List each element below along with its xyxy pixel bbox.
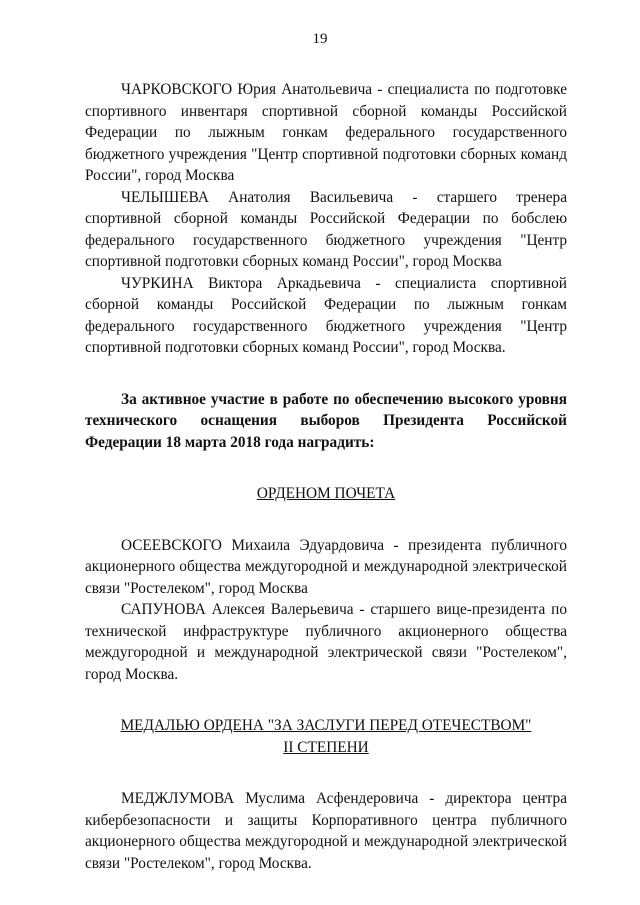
award-recipient-paragraph: ЧЕЛЫШЕВА Анатолия Васильевича - старшего тренера спортивной сборной команды Российской Федерации по бобслею федерального государственного бюджетного учреждения "Центр спортивной подготовки сборных команд России", город Москва [85, 188, 567, 270]
award-recipient-paragraph: ЧУРКИНА Виктора Аркадьевича - специалиста спортивной сборной команды Российской Федерации по лыжным гонкам федерального государственного бюджетного учреждения "Центр спортивной подготовки сборных команд России", город Москва. [85, 274, 567, 356]
medal-heading-line-1: МЕДАЛЬЮ ОРДЕНА "ЗА ЗАСЛУГИ ПЕРЕД ОТЕЧЕСТВОМ" [120, 717, 532, 734]
medal-heading [85, 715, 567, 758]
document-body [85, 79, 567, 874]
medal-heading-line-2: II СТЕПЕНИ [283, 738, 369, 756]
page-number: 19 [312, 31, 328, 47]
award-intro: За активное участие в работе по обеспечению высокого уровня технического оснащения выборов Президента Российской Федерации 18 марта 2018 года наградить: [85, 390, 567, 451]
order-heading: ОРДЕНОМ ПОЧЕТА [256, 485, 396, 502]
award-recipient-paragraph: САПУНОВА Алексея Валерьевича - старшего вице-президента по технической инфраструктуре публичного акционерного общества междугородной и международной электрической связи "Ростелеком", город Москва. [85, 601, 567, 683]
award-recipient-paragraph: ЧАРКОВСКОГО Юрия Анатольевича - специалиста по подготовке спортивного инвентаря спортивной сборной команды Российской Федерации по лыжным гонкам федерального государственного бюджетного учреждения "Центр спортивной подготовки сборных команд России", город Москва [85, 81, 567, 184]
award-recipient-paragraph: ОСЕЕВСКОГО Михаила Эдуардовича - президента публичного акционерного общества междугородной и международной электрической связи "Ростелеком", город Москва [85, 536, 567, 597]
award-recipient-paragraph: МЕДЖЛУМОВА Муслима Асфендеровича - директора центра кибербезопасности и защиты Корпоративного центра публичного акционерного общества междугородной и международной электрической связи "Ростелеком", город Москва. [85, 790, 567, 872]
